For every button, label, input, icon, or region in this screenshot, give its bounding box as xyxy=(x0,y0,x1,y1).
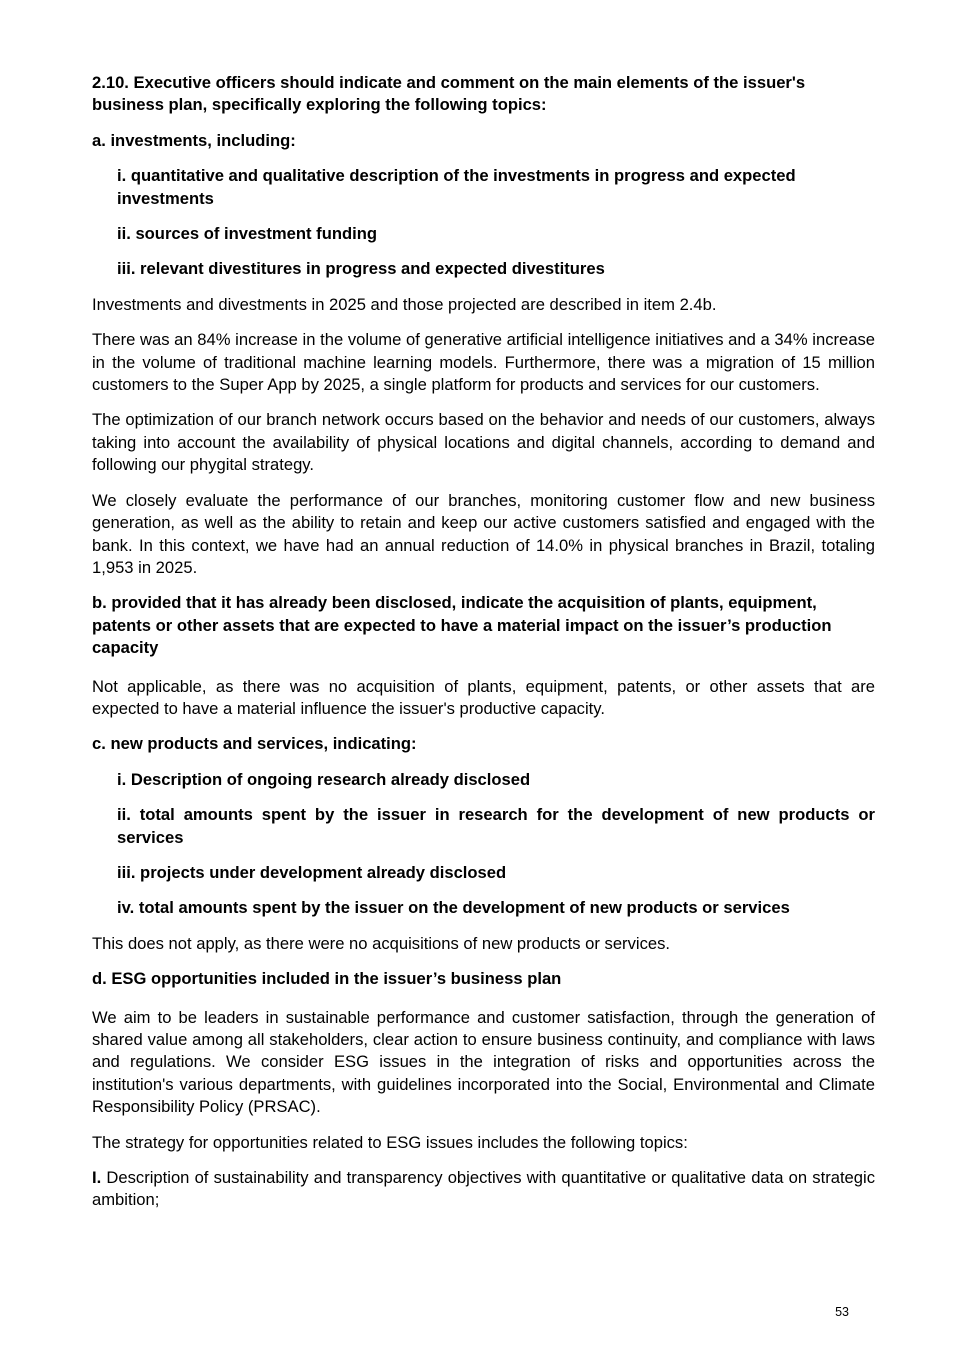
paragraph: Not applicable, as there was no acquisition of plants, equipment, patents, or other assets that are expected to have a material influence the issuer's productive capacity. xyxy=(92,676,875,718)
subsection-b-heading: b. provided that it has already been disclosed, indicate the acquisition of plants, equipment, patents or other assets that are expected to have a material impact on the issuer’s production capacity xyxy=(92,593,832,658)
subsection-a-item: ii. sources of investment funding xyxy=(117,224,377,244)
paragraph: The optimization of our branch network occurs based on the behavior and needs of our customers, always taking into account the availability of physical locations and digital channels, according to demand and following our phygital strategy. xyxy=(92,410,875,475)
page-number: 53 xyxy=(835,1305,849,1319)
paragraph: Investments and divestments in 2025 and those projected are described in item 2.4b. xyxy=(92,294,717,314)
paragraph: The strategy for opportunities related to ESG issues includes the following topics: xyxy=(92,1132,688,1152)
paragraph: We closely evaluate the performance of our branches, monitoring customer flow and new business generation, as well as the ability to retain and keep our active customers satisfied and engaged with the bank. In this context, we have had an annual reduction of 14.0% in physical branches in Brazil, totaling 1,953 in 2025. xyxy=(92,490,875,577)
esg-topic-1-marker: I. xyxy=(92,1168,102,1188)
subsection-c-item: ii. total amounts spent by the issuer in research for the development of new products or services xyxy=(117,805,875,847)
esg-topic-1-text: Description of sustainability and transparency objectives with quantitative or qualitative data on strategic ambition; xyxy=(92,1168,875,1210)
subsection-a-heading: a. investments, including: xyxy=(92,130,296,150)
esg-topic-1 xyxy=(92,1167,875,1212)
document-page xyxy=(92,72,875,1225)
subsection-a-item: iii. relevant divestitures in progress and expected divestitures xyxy=(117,259,605,279)
subsection-c-item: i. Description of ongoing research already disclosed xyxy=(117,769,531,789)
section-heading: 2.10. Executive officers should indicate and comment on the main elements of the issuer's business plan, specifically exploring the following topics: xyxy=(92,73,806,115)
subsection-c-heading: c. new products and services, indicating: xyxy=(92,734,417,754)
subsection-c-item: iv. total amounts spent by the issuer on the development of new products or services xyxy=(117,898,790,918)
subsection-c-item: iii. projects under development already disclosed xyxy=(117,862,507,882)
paragraph: This does not apply, as there were no acquisitions of new products or services. xyxy=(92,933,671,953)
paragraph: We aim to be leaders in sustainable performance and customer satisfaction, through the generation of shared value among all stakeholders, clear action to ensure business continuity, and compliance with laws and regulations. We consider ESG issues in the integration of risks and opportunities across the institution's various departments, with guidelines incorporated into the Social, Environmental and Climate Responsibility Policy (PRSAC). xyxy=(92,1007,875,1117)
paragraph: There was an 84% increase in the volume of generative artificial intelligence initiatives and a 34% increase in the volume of traditional machine learning models. Furthermore, there was a migration of 15 million customers to the Super App by 2025, a single platform for products and services for our customers. xyxy=(92,330,875,395)
subsection-a-item: i. quantitative and qualitative description of the investments in progress and expected investments xyxy=(117,166,796,208)
subsection-d-heading: d. ESG opportunities included in the issuer’s business plan xyxy=(92,969,562,989)
